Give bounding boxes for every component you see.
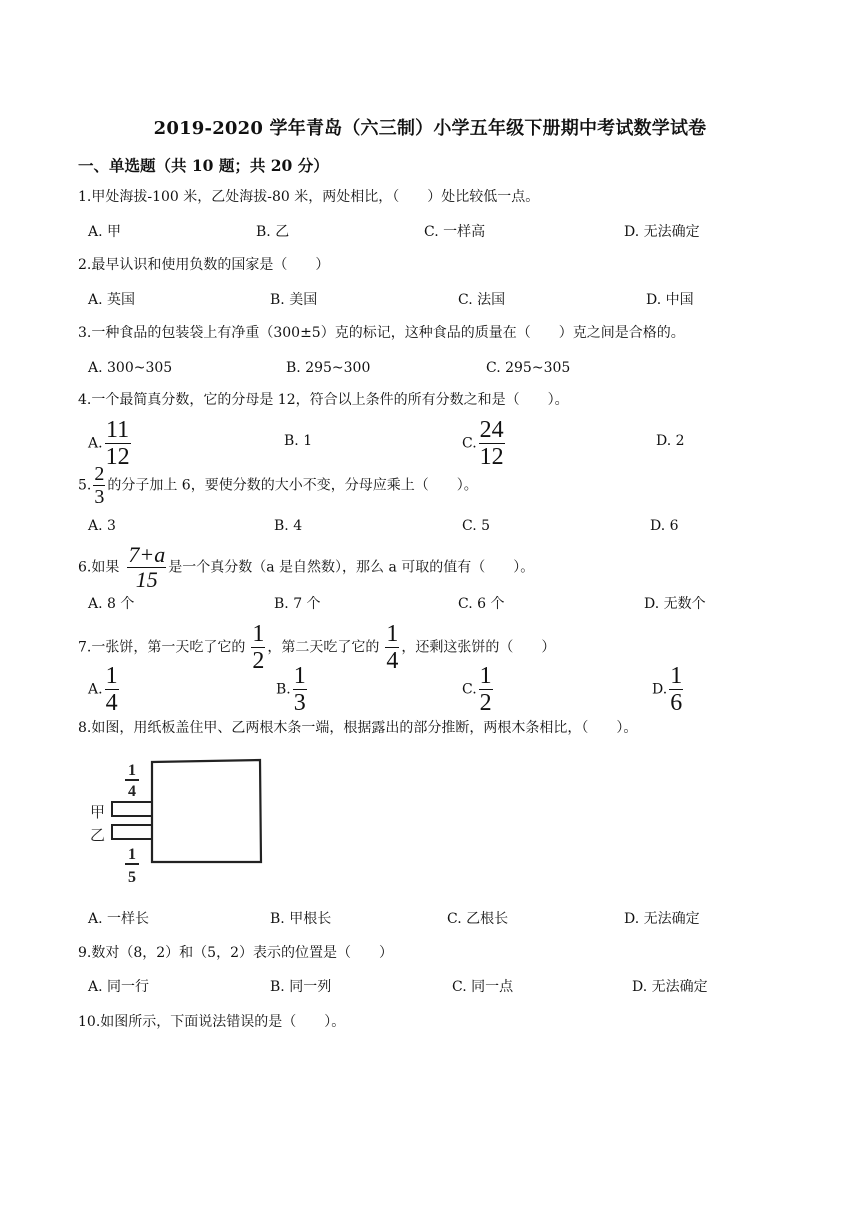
cardboard-rect xyxy=(152,760,261,862)
q8-option-c[interactable]: C. 乙根长 xyxy=(447,911,509,927)
q9-option-c[interactable]: C. 同一点 xyxy=(452,979,514,995)
bottom-fraction-denominator: 5 xyxy=(128,869,136,886)
q7-option-d-fraction: $\frac{1}{6}$ xyxy=(670,663,683,716)
q2-option-a[interactable]: A. 英国 xyxy=(88,292,136,308)
q9-option-a[interactable]: A. 同一行 xyxy=(88,979,150,995)
question-6: 6.如果 $\frac{7+a}{15}$ 是一个真分数（a 是自然数），那么 a 可取的值有（ ）。 xyxy=(78,542,535,592)
question-3: 3.一种食品的包装袋上有净重（300±5）克的标记，这种食品的质量在（ ）克之间是合格的。 xyxy=(78,325,685,341)
bottom-fraction-numerator: 1 xyxy=(128,846,136,863)
q7-option-c[interactable]: C. $\frac{1}{2}$ xyxy=(462,663,492,716)
q7-option-a[interactable]: A. $\frac{1}{4}$ xyxy=(88,663,118,716)
q4-option-d[interactable]: D. 2 xyxy=(656,433,685,449)
q5-option-d[interactable]: D. 6 xyxy=(650,518,679,534)
top-fraction-denominator: 4 xyxy=(128,783,136,800)
q2-option-b[interactable]: B. 美国 xyxy=(270,292,318,308)
q5-option-a[interactable]: A. 3 xyxy=(88,518,116,534)
q7-option-c-fraction: $\frac{1}{2}$ xyxy=(479,663,492,716)
q4-option-b[interactable]: B. 1 xyxy=(284,433,313,449)
q2-option-d[interactable]: D. 中国 xyxy=(646,292,694,308)
q3-option-a[interactable]: A. 300~305 xyxy=(88,360,173,376)
q4-option-c-fraction: $\frac{24}{12}$ xyxy=(479,417,504,470)
q3-option-c[interactable]: C. 295~305 xyxy=(486,360,571,376)
q7-option-b-fraction: $\frac{1}{3}$ xyxy=(293,663,306,716)
q1-option-a[interactable]: A. 甲 xyxy=(88,224,122,240)
q7-option-a-fraction: $\frac{1}{4}$ xyxy=(105,663,118,716)
q1-option-d[interactable]: D. 无法确定 xyxy=(624,224,700,240)
page-title: 2019-2020 学年青岛（六三制）小学五年级下册期中考试数学试卷 xyxy=(153,118,707,139)
q4-option-a-label: A. xyxy=(88,435,103,452)
question-9: 9.数对（8，2）和（5，2）表示的位置是（ ） xyxy=(78,945,393,961)
strip-jia xyxy=(112,802,152,816)
q7-option-b[interactable]: B. $\frac{1}{3}$ xyxy=(276,663,306,716)
q9-option-d[interactable]: D. 无法确定 xyxy=(632,979,708,995)
q1-option-c[interactable]: C. 一样高 xyxy=(424,224,486,240)
q9-option-b[interactable]: B. 同一列 xyxy=(270,979,332,995)
q6-option-d[interactable]: D. 无数个 xyxy=(644,596,706,612)
q5-fraction: $\frac{2}{3}$ xyxy=(94,463,105,508)
q4-option-a-fraction: $\frac{11}{12}$ xyxy=(105,417,130,470)
q5-option-c[interactable]: C. 5 xyxy=(462,518,491,534)
q6-option-b[interactable]: B. 7 个 xyxy=(274,596,321,612)
q4-option-c[interactable] xyxy=(462,418,507,469)
q4-option-c-label: C. xyxy=(462,435,477,452)
q7-fraction-half: $\frac{1}{2}$ xyxy=(252,621,265,674)
question-4: 4.一个最简真分数，它的分母是 12，符合以上条件的所有分数之和是（ ）。 xyxy=(78,392,569,408)
label-jia: 甲 xyxy=(90,803,106,821)
q7-option-d[interactable]: D. $\frac{1}{6}$ xyxy=(652,663,683,716)
q5-option-b[interactable]: B. 4 xyxy=(274,518,303,534)
q7-fraction-quarter: $\frac{1}{4}$ xyxy=(386,621,399,674)
q6-fraction: $\frac{7+a}{15}$ xyxy=(128,542,166,592)
question-2: 2.最早认识和使用负数的国家是（ ） xyxy=(78,257,330,273)
question-10: 10.如图所示，下面说法错误的是（ ）。 xyxy=(78,1014,346,1030)
q3-option-b[interactable]: B. 295~300 xyxy=(286,360,371,376)
q4-option-a[interactable] xyxy=(88,418,133,469)
question-8: 8.如图，用纸板盖住甲、乙两根木条一端，根据露出的部分推断，两根木条相比，（ ）。 xyxy=(78,720,638,736)
strip-yi xyxy=(112,825,152,839)
q1-option-b[interactable]: B. 乙 xyxy=(256,224,290,240)
question-5: 5. $\frac{2}{3}$ 的分子加上 6，要使分数的大小不变，分母应乘上（ ）。 xyxy=(78,463,478,508)
wood-strip-diagram xyxy=(82,758,272,890)
question-7: 7.一张饼，第一天吃了它的 $\frac{1}{2}$ ，第二天吃了它的 $\frac{1}{4}$ ，还剩这张饼的（ ） xyxy=(78,621,556,674)
top-fraction-numerator: 1 xyxy=(128,762,136,779)
label-yi: 乙 xyxy=(90,826,106,844)
question-1: 1.甲处海拔-100 米，乙处海拔-80 米，两处相比，（ ）处比较低一点。 xyxy=(78,189,540,205)
section-heading: 一、单选题（共 10 题；共 20 分） xyxy=(78,156,329,175)
q8-option-b[interactable]: B. 甲根长 xyxy=(270,911,332,927)
q6-option-c[interactable]: C. 6 个 xyxy=(458,596,505,612)
q8-option-a[interactable]: A. 一样长 xyxy=(88,911,150,927)
q8-option-d[interactable]: D. 无法确定 xyxy=(624,911,700,927)
q2-option-c[interactable]: C. 法国 xyxy=(458,292,506,308)
q6-option-a[interactable]: A. 8 个 xyxy=(88,596,135,612)
